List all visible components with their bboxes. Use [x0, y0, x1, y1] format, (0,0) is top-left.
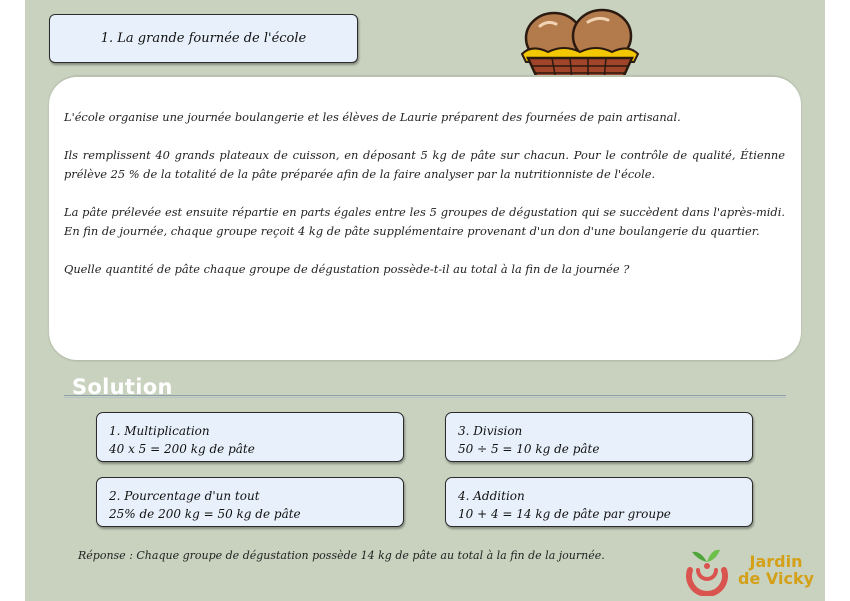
step-label: 1. Multiplication — [109, 424, 210, 438]
solution-heading: Solution — [72, 375, 173, 399]
final-answer: Réponse : Chaque groupe de dégustation possède 14 kg de pâte au total à la fin de la journée. — [78, 549, 605, 562]
solution-step-1 — [96, 412, 404, 462]
problem-question: Quelle quantité de pâte chaque groupe de dégustation possède-t-il au total à la fin de la journée ? — [64, 262, 630, 276]
solution-step-3 — [445, 412, 753, 462]
step-label: 3. Division — [458, 424, 523, 438]
step-calculation: 25% de 200 kg = 50 kg de pâte — [109, 507, 301, 521]
logo-wordmark — [738, 553, 814, 587]
step-calculation: 50 ÷ 5 = 10 kg de pâte — [458, 442, 600, 456]
step-label: 4. Addition — [458, 489, 525, 503]
problem-paragraph: L'école organise une journée boulangerie et les élèves de Laurie préparent des fournées de pain artisanal. — [64, 110, 681, 124]
step-calculation: 10 + 4 = 14 kg de pâte par groupe — [458, 507, 671, 521]
solution-divider — [64, 397, 786, 398]
bread-basket-icon — [518, 6, 642, 82]
solution-divider — [64, 395, 786, 396]
step-label: 2. Pourcentage d'un tout — [109, 489, 260, 503]
logo-line-1: Jardin — [749, 552, 803, 571]
solution-step-4 — [445, 477, 753, 527]
logo-line-2: de Vicky — [738, 569, 815, 588]
step-calculation: 40 x 5 = 200 kg de pâte — [109, 442, 255, 456]
exercise-title-text: 1. La grande fournée de l'école — [100, 31, 307, 46]
exercise-title — [49, 14, 358, 63]
problem-paragraph: La pâte prélevée est ensuite répartie en parts égales entre les 5 groupes de dégustation qui se succèdent dans l'après-midi. En fin de journée, chaque groupe reçoit 4 kg de pâte supplémentaire provenant d'un don d'une boulangerie du quartier. — [64, 205, 785, 238]
solution-step-2 — [96, 477, 404, 527]
problem-statement — [64, 108, 785, 298]
problem-paragraph: Ils remplissent 40 grands plateaux de cuisson, en déposant 5 kg de pâte sur chacun. Pour le contrôle de qualité, Étienne prélève 25 % de la totalité de la pâte préparée afin de la faire analyser par la nutritionniste de l'école. — [64, 148, 785, 181]
